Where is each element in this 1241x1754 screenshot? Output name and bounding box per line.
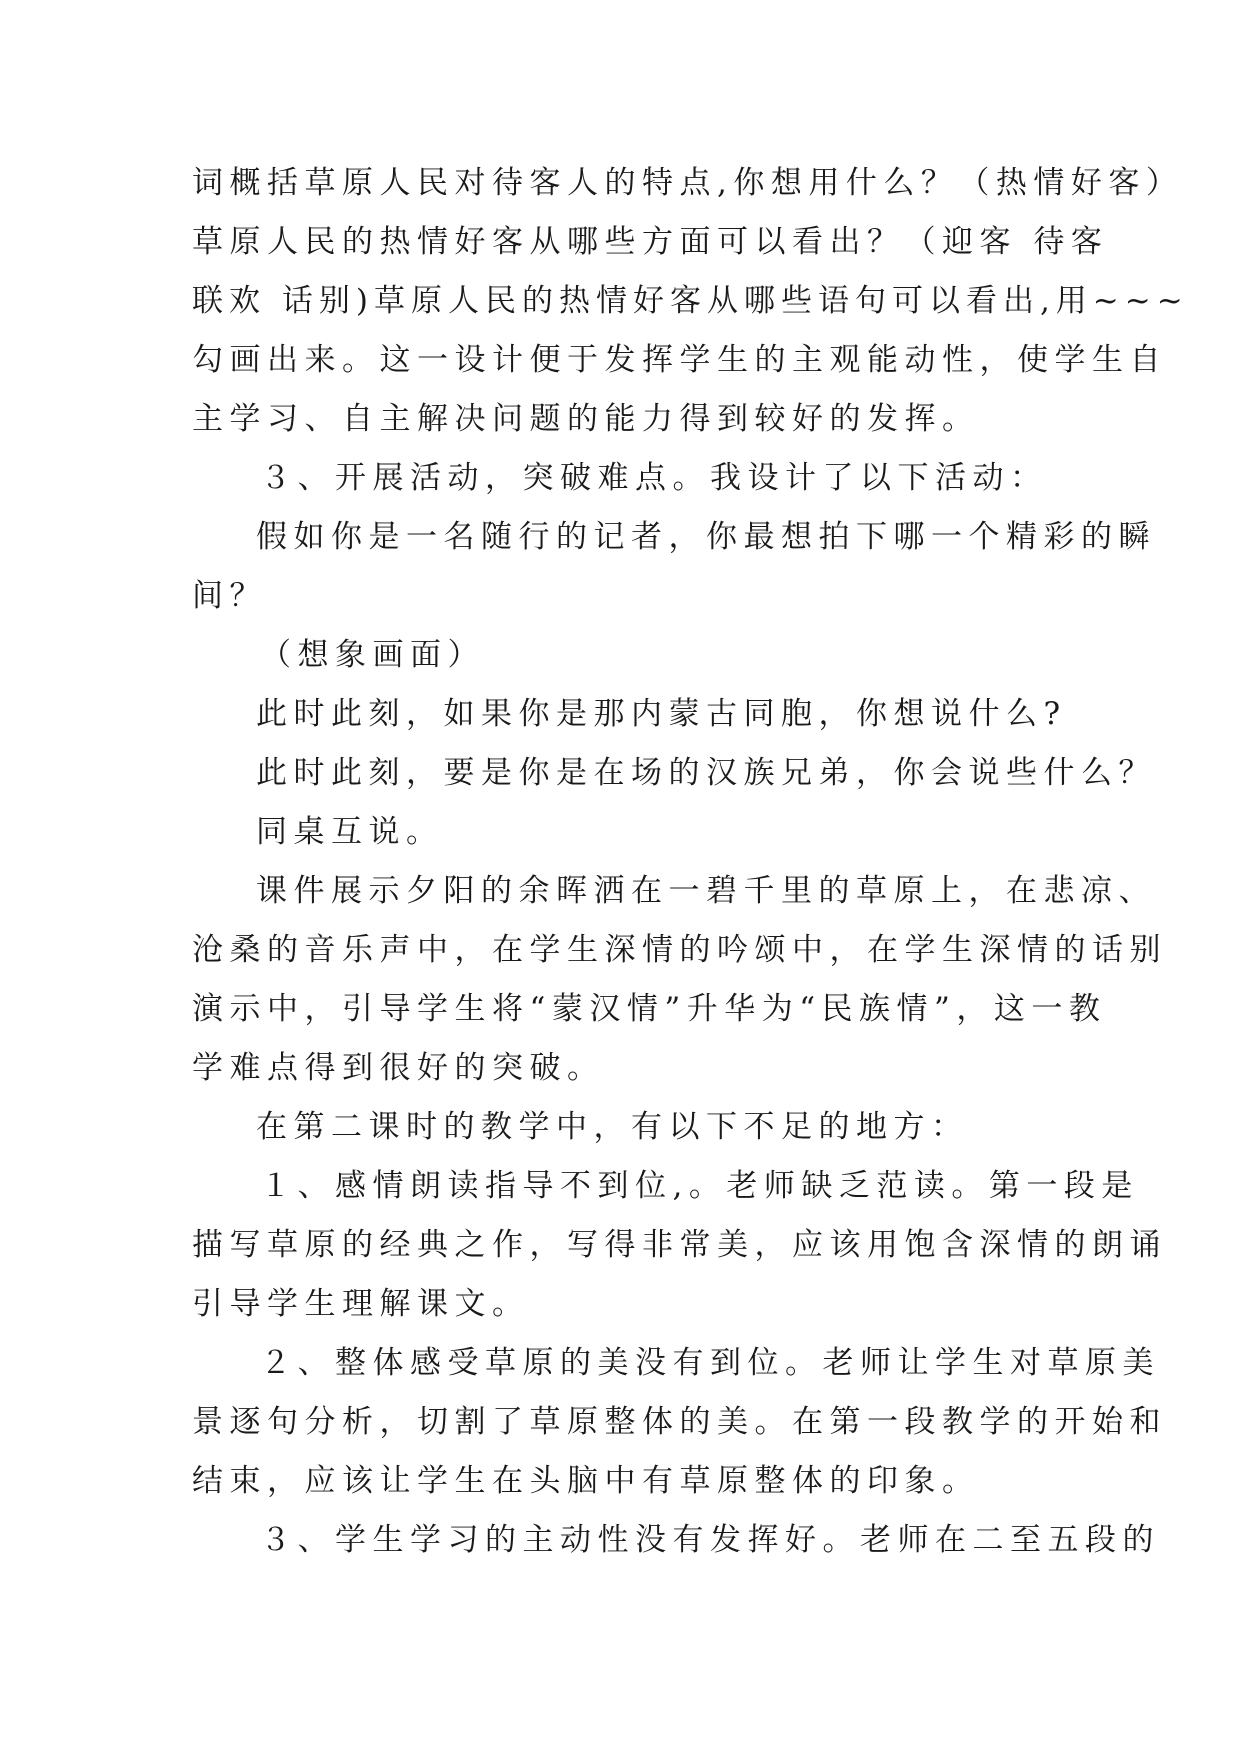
text-line-5: 主学习、自主解决问题的能力得到较好的发挥。 xyxy=(192,401,980,437)
text-line-2: 草原人民的热情好客从哪些方面可以看出？（迎客 待客 xyxy=(192,224,1109,260)
text-line-21: ２、整体感受草原的美没有到位。老师让学生对草原美 xyxy=(260,1345,1160,1381)
text-line-18: １、感情朗读指导不到位,。老师缺乏范读。第一段是 xyxy=(260,1168,1139,1204)
text-line-17: 在第二课时的教学中，有以下不足的地方： xyxy=(256,1109,969,1145)
text-line-14: 沧桑的音乐声中，在学生深情的吟颂中，在学生深情的话别 xyxy=(192,932,1167,968)
text-line-1: 词概括草原人民对待客人的特点,你想用什么？（热情好客） xyxy=(192,165,1184,201)
text-line-9: （想象画面） xyxy=(260,637,485,673)
text-line-7: 假如你是一名随行的记者，你最想拍下哪一个精彩的瞬 xyxy=(256,519,1156,555)
text-line-13: 课件展示夕阳的余晖洒在一碧千里的草原上，在悲凉、 xyxy=(256,873,1156,909)
text-line-22: 景逐句分析，切割了草原整体的美。在第一段教学的开始和 xyxy=(192,1404,1167,1440)
text-line-3: 联欢 话别)草原人民的热情好客从哪些语句可以看出,用~~~ xyxy=(192,283,1189,319)
text-line-24: ３、学生学习的主动性没有发挥好。老师在二至五段的 xyxy=(260,1522,1160,1558)
text-line-8: 间？ xyxy=(192,578,267,614)
text-line-20: 引导学生理解课文。 xyxy=(192,1286,530,1322)
text-line-10: 此时此刻，如果你是那内蒙古同胞，你想说什么? xyxy=(256,696,1067,732)
text-line-4: 勾画出来。这一设计便于发挥学生的主观能动性，使学生自 xyxy=(192,342,1167,378)
text-line-16: 学难点得到很好的突破。 xyxy=(192,1050,605,1086)
text-line-23: 结束，应该让学生在头脑中有草原整体的印象。 xyxy=(192,1463,980,1499)
text-line-11: 此时此刻，要是你是在场的汉族兄弟，你会说些什么？ xyxy=(256,755,1156,791)
text-line-12: 同桌互说。 xyxy=(256,814,444,850)
text-line-15: 演示中，引导学生将“蒙汉情”升华为“民族情”，这一教 xyxy=(192,991,1107,1027)
text-line-6: ３、开展活动，突破难点。我设计了以下活动： xyxy=(260,460,1048,496)
text-line-19: 描写草原的经典之作，写得非常美，应该用饱含深情的朗诵 xyxy=(192,1227,1167,1263)
